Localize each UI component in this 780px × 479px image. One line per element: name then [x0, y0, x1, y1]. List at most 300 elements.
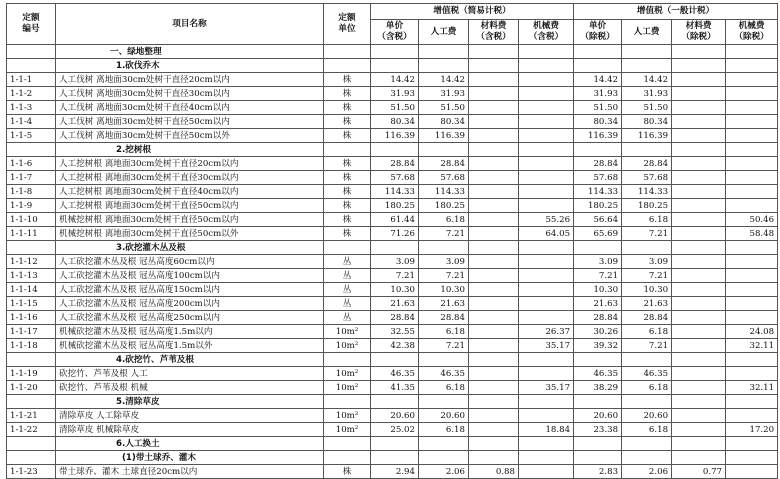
labor-general-cell: 6.18	[622, 213, 672, 227]
unit-price-incl-cell: 114.33	[371, 185, 419, 199]
section-title: 一、绿地整理	[56, 45, 324, 59]
unit-price-incl-cell: 57.68	[371, 171, 419, 185]
empty-cell	[672, 45, 726, 59]
quota-unit: 10m²	[324, 325, 371, 339]
quota-code: 1-1-17	[7, 325, 56, 339]
table-row	[7, 115, 778, 129]
header-labor-simple: 人工费	[419, 20, 469, 45]
item-name: 砍挖竹、芦苇及根 人工	[56, 367, 324, 381]
item-name: 机械砍挖灌木丛及根 冠丛高度1.5m以外	[56, 339, 324, 353]
machinery-incl-cell: 64.05	[519, 227, 574, 241]
empty-cell	[324, 241, 371, 255]
material-incl-cell	[469, 213, 519, 227]
material-excl-cell	[672, 325, 726, 339]
quota-unit: 10m²	[324, 423, 371, 437]
section-title: 2.挖树根	[56, 143, 324, 157]
material-excl-cell	[672, 381, 726, 395]
unit-price-excl-cell: 28.84	[574, 157, 622, 171]
table-row	[7, 171, 778, 185]
labor-simple-cell: 7.21	[419, 227, 469, 241]
table-row	[7, 255, 778, 269]
unit-price-excl-cell: 116.39	[574, 129, 622, 143]
section-title: 3.砍挖灌木丛及根	[56, 241, 324, 255]
material-incl-cell	[469, 171, 519, 185]
quota-unit: 10m²	[324, 339, 371, 353]
material-excl-cell	[672, 227, 726, 241]
table-row	[7, 409, 778, 423]
item-name: 人工挖树根 离地面30cm处树干直径30cm以内	[56, 171, 324, 185]
quota-price-table	[6, 3, 778, 479]
labor-general-cell: 20.60	[622, 409, 672, 423]
machinery-incl-cell: 35.17	[519, 339, 574, 353]
unit-price-incl-cell: 3.09	[371, 255, 419, 269]
labor-general-cell: 2.06	[622, 465, 672, 479]
quota-unit: 株	[324, 129, 371, 143]
material-incl-cell	[469, 227, 519, 241]
unit-price-incl-cell: 46.35	[371, 367, 419, 381]
quota-unit: 株	[324, 185, 371, 199]
labor-general-cell: 28.84	[622, 157, 672, 171]
material-excl-cell	[672, 367, 726, 381]
labor-general-cell: 6.18	[622, 381, 672, 395]
header-material-incl: 材料费 （含税）	[469, 20, 519, 45]
labor-general-cell: 14.42	[622, 73, 672, 87]
labor-general-cell: 180.25	[622, 199, 672, 213]
table-row	[7, 339, 778, 353]
quota-unit: 10m²	[324, 367, 371, 381]
table-row	[7, 87, 778, 101]
subsection-heading-row	[7, 59, 778, 73]
material-excl-cell	[672, 297, 726, 311]
header-machinery-incl: 机械费 （含税）	[519, 20, 574, 45]
empty-cell	[574, 353, 622, 367]
empty-cell	[469, 451, 519, 465]
quota-code: 1-1-6	[7, 157, 56, 171]
item-name: 带土球乔、灌木 土球直径20cm以内	[56, 465, 324, 479]
machinery-incl-cell: 55.26	[519, 213, 574, 227]
labor-simple-cell: 10.30	[419, 283, 469, 297]
empty-cell	[622, 241, 672, 255]
material-incl-cell	[469, 409, 519, 423]
item-name: 人工砍挖灌木丛及根 冠丛高度150cm以内	[56, 283, 324, 297]
quota-unit: 丛	[324, 311, 371, 325]
empty-cell	[519, 59, 574, 73]
machinery-incl-cell	[519, 73, 574, 87]
quota-code: 1-1-14	[7, 283, 56, 297]
subsection-heading-row	[7, 241, 778, 255]
table-row	[7, 465, 778, 479]
empty-cell	[574, 45, 622, 59]
labor-simple-cell: 6.18	[419, 423, 469, 437]
material-incl-cell	[469, 381, 519, 395]
material-excl-cell	[672, 283, 726, 297]
empty-cell	[519, 143, 574, 157]
machinery-incl-cell	[519, 297, 574, 311]
labor-general-cell: 51.50	[622, 101, 672, 115]
labor-general-cell: 7.21	[622, 339, 672, 353]
quota-code: 1-1-12	[7, 255, 56, 269]
empty-cell	[574, 437, 622, 451]
empty-cell	[419, 241, 469, 255]
empty-cell	[726, 143, 778, 157]
empty-cell	[519, 45, 574, 59]
section-title: (1)带土球乔、灌木	[56, 451, 324, 465]
unit-price-incl-cell: 14.42	[371, 73, 419, 87]
machinery-incl-cell	[519, 269, 574, 283]
unit-price-excl-cell: 38.29	[574, 381, 622, 395]
machinery-incl-cell: 18.84	[519, 423, 574, 437]
empty-cell	[672, 437, 726, 451]
labor-general-cell: 46.35	[622, 367, 672, 381]
table-row	[7, 367, 778, 381]
empty-cell	[7, 143, 56, 157]
quota-code: 1-1-22	[7, 423, 56, 437]
empty-cell	[419, 143, 469, 157]
labor-general-cell: 28.84	[622, 311, 672, 325]
empty-cell	[7, 353, 56, 367]
material-incl-cell: 0.88	[469, 465, 519, 479]
quota-unit: 株	[324, 87, 371, 101]
unit-price-excl-cell: 39.32	[574, 339, 622, 353]
table-row	[7, 283, 778, 297]
unit-price-incl-cell: 80.34	[371, 115, 419, 129]
empty-cell	[419, 59, 469, 73]
unit-price-incl-cell: 61.44	[371, 213, 419, 227]
labor-simple-cell: 7.21	[419, 339, 469, 353]
machinery-incl-cell	[519, 199, 574, 213]
quota-code: 1-1-3	[7, 101, 56, 115]
unit-price-incl-cell: 28.84	[371, 157, 419, 171]
empty-cell	[622, 143, 672, 157]
labor-general-cell: 114.33	[622, 185, 672, 199]
subsection-heading-row	[7, 143, 778, 157]
section-heading-row	[7, 45, 778, 59]
unit-price-excl-cell: 56.64	[574, 213, 622, 227]
item-name: 人工伐树 离地面30cm处树干直径50cm以外	[56, 129, 324, 143]
empty-cell	[519, 437, 574, 451]
item-name: 机械挖树根 离地面30cm处树干直径50cm以内	[56, 213, 324, 227]
empty-cell	[371, 395, 419, 409]
unit-price-incl-cell: 20.60	[371, 409, 419, 423]
item-name: 机械挖树根 离地面30cm处树干直径50cm以外	[56, 227, 324, 241]
empty-cell	[726, 395, 778, 409]
empty-cell	[622, 45, 672, 59]
quota-unit: 株	[324, 213, 371, 227]
empty-cell	[7, 437, 56, 451]
material-excl-cell	[672, 423, 726, 437]
empty-cell	[419, 45, 469, 59]
empty-cell	[419, 395, 469, 409]
item-name: 人工砍挖灌木丛及根 冠丛高度60cm以内	[56, 255, 324, 269]
empty-cell	[622, 437, 672, 451]
labor-simple-cell: 80.34	[419, 115, 469, 129]
labor-simple-cell: 6.18	[419, 213, 469, 227]
header-code: 定额 编号	[7, 4, 56, 45]
quota-code: 1-1-21	[7, 409, 56, 423]
unit-price-incl-cell: 116.39	[371, 129, 419, 143]
labor-general-cell: 116.39	[622, 129, 672, 143]
machinery-excl-cell	[726, 101, 778, 115]
material-incl-cell	[469, 311, 519, 325]
machinery-incl-cell	[519, 157, 574, 171]
unit-price-excl-cell: 65.69	[574, 227, 622, 241]
quota-unit: 株	[324, 199, 371, 213]
header-unit-price-excl: 单价 （除税）	[574, 20, 622, 45]
machinery-incl-cell	[519, 115, 574, 129]
subsection-heading-row	[7, 451, 778, 465]
quota-code: 1-1-9	[7, 199, 56, 213]
labor-general-cell: 6.18	[622, 325, 672, 339]
machinery-excl-cell	[726, 311, 778, 325]
quota-code: 1-1-1	[7, 73, 56, 87]
labor-simple-cell: 28.84	[419, 311, 469, 325]
unit-price-incl-cell: 41.35	[371, 381, 419, 395]
empty-cell	[469, 241, 519, 255]
section-title: 1.砍伐乔木	[56, 59, 324, 73]
table-row	[7, 157, 778, 171]
empty-cell	[519, 395, 574, 409]
subsection-heading-row	[7, 395, 778, 409]
labor-simple-cell: 180.25	[419, 199, 469, 213]
table-row	[7, 73, 778, 87]
quota-unit: 株	[324, 465, 371, 479]
material-excl-cell	[672, 171, 726, 185]
empty-cell	[7, 451, 56, 465]
unit-price-excl-cell: 114.33	[574, 185, 622, 199]
empty-cell	[519, 241, 574, 255]
table-header	[7, 4, 778, 45]
labor-simple-cell: 21.63	[419, 297, 469, 311]
machinery-incl-cell	[519, 311, 574, 325]
table-body	[7, 45, 778, 479]
labor-general-cell: 10.30	[622, 283, 672, 297]
material-incl-cell	[469, 87, 519, 101]
quota-unit: 10m²	[324, 409, 371, 423]
empty-cell	[672, 395, 726, 409]
machinery-incl-cell	[519, 171, 574, 185]
table-row	[7, 227, 778, 241]
header-material-excl: 材料费 （除税）	[672, 20, 726, 45]
empty-cell	[371, 451, 419, 465]
material-incl-cell	[469, 255, 519, 269]
labor-simple-cell: 51.50	[419, 101, 469, 115]
empty-cell	[726, 241, 778, 255]
table-row	[7, 185, 778, 199]
labor-simple-cell: 28.84	[419, 157, 469, 171]
empty-cell	[574, 143, 622, 157]
item-name: 机械砍挖灌木丛及根 冠丛高度1.5m以内	[56, 325, 324, 339]
material-excl-cell	[672, 255, 726, 269]
machinery-excl-cell	[726, 199, 778, 213]
section-title: 4.砍挖竹、芦苇及根	[56, 353, 324, 367]
unit-price-incl-cell: 51.50	[371, 101, 419, 115]
quota-unit: 丛	[324, 283, 371, 297]
machinery-incl-cell	[519, 409, 574, 423]
empty-cell	[7, 241, 56, 255]
labor-general-cell: 21.63	[622, 297, 672, 311]
material-excl-cell	[672, 339, 726, 353]
empty-cell	[371, 241, 419, 255]
empty-cell	[622, 59, 672, 73]
machinery-incl-cell	[519, 101, 574, 115]
labor-simple-cell: 31.93	[419, 87, 469, 101]
empty-cell	[469, 437, 519, 451]
empty-cell	[622, 395, 672, 409]
labor-simple-cell: 7.21	[419, 269, 469, 283]
quota-unit: 株	[324, 73, 371, 87]
machinery-excl-cell	[726, 129, 778, 143]
empty-cell	[672, 59, 726, 73]
machinery-incl-cell: 26.37	[519, 325, 574, 339]
empty-cell	[622, 451, 672, 465]
machinery-excl-cell: 17.20	[726, 423, 778, 437]
unit-price-excl-cell: 51.50	[574, 101, 622, 115]
empty-cell	[726, 437, 778, 451]
machinery-incl-cell	[519, 283, 574, 297]
empty-cell	[574, 241, 622, 255]
empty-cell	[324, 59, 371, 73]
item-name: 人工挖树根 离地面30cm处树干直径50cm以内	[56, 199, 324, 213]
subsection-heading-row	[7, 353, 778, 367]
material-incl-cell	[469, 367, 519, 381]
item-name: 砍挖竹、芦苇及根 机械	[56, 381, 324, 395]
quota-unit: 株	[324, 157, 371, 171]
unit-price-incl-cell: 71.26	[371, 227, 419, 241]
table-row	[7, 381, 778, 395]
item-name: 人工砍挖灌木丛及根 冠丛高度100cm以内	[56, 269, 324, 283]
unit-price-incl-cell: 25.02	[371, 423, 419, 437]
table-row	[7, 423, 778, 437]
material-incl-cell	[469, 269, 519, 283]
material-excl-cell	[672, 269, 726, 283]
empty-cell	[419, 353, 469, 367]
material-excl-cell: 0.77	[672, 465, 726, 479]
empty-cell	[574, 395, 622, 409]
unit-price-excl-cell: 180.25	[574, 199, 622, 213]
item-name: 人工砍挖灌木丛及根 冠丛高度250cm以内	[56, 311, 324, 325]
quota-code: 1-1-5	[7, 129, 56, 143]
machinery-excl-cell: 24.08	[726, 325, 778, 339]
item-name: 人工伐树 离地面30cm处树干直径30cm以内	[56, 87, 324, 101]
item-name: 人工砍挖灌木丛及根 冠丛高度200cm以内	[56, 297, 324, 311]
material-excl-cell	[672, 157, 726, 171]
labor-simple-cell: 116.39	[419, 129, 469, 143]
quota-unit: 株	[324, 227, 371, 241]
quota-unit: 株	[324, 115, 371, 129]
unit-price-incl-cell: 180.25	[371, 199, 419, 213]
empty-cell	[574, 59, 622, 73]
machinery-excl-cell	[726, 73, 778, 87]
machinery-excl-cell: 32.11	[726, 381, 778, 395]
labor-simple-cell: 46.35	[419, 367, 469, 381]
item-name: 人工挖树根 离地面30cm处树干直径20cm以内	[56, 157, 324, 171]
quota-unit: 10m²	[324, 381, 371, 395]
section-title: 5.清除草皮	[56, 395, 324, 409]
unit-price-incl-cell: 28.84	[371, 311, 419, 325]
unit-price-excl-cell: 46.35	[574, 367, 622, 381]
quota-code: 1-1-16	[7, 311, 56, 325]
quota-code: 1-1-11	[7, 227, 56, 241]
empty-cell	[371, 353, 419, 367]
machinery-excl-cell	[726, 255, 778, 269]
empty-cell	[469, 143, 519, 157]
material-excl-cell	[672, 311, 726, 325]
header-group-simple-tax: 增值税（简易计税）	[371, 4, 574, 20]
material-incl-cell	[469, 283, 519, 297]
empty-cell	[469, 353, 519, 367]
empty-cell	[726, 59, 778, 73]
machinery-excl-cell	[726, 367, 778, 381]
labor-simple-cell: 14.42	[419, 73, 469, 87]
empty-cell	[574, 451, 622, 465]
quota-unit: 丛	[324, 297, 371, 311]
subsection-heading-row	[7, 437, 778, 451]
unit-price-excl-cell: 3.09	[574, 255, 622, 269]
material-excl-cell	[672, 199, 726, 213]
unit-price-incl-cell: 42.38	[371, 339, 419, 353]
machinery-incl-cell	[519, 255, 574, 269]
quota-unit: 丛	[324, 255, 371, 269]
empty-cell	[371, 45, 419, 59]
material-excl-cell	[672, 213, 726, 227]
labor-simple-cell: 114.33	[419, 185, 469, 199]
machinery-incl-cell	[519, 129, 574, 143]
material-incl-cell	[469, 423, 519, 437]
unit-price-incl-cell: 31.93	[371, 87, 419, 101]
header-unit: 定额 单位	[324, 4, 371, 45]
header-group-general-tax: 增值税（一般计税）	[574, 4, 778, 20]
machinery-excl-cell	[726, 115, 778, 129]
machinery-excl-cell: 58.48	[726, 227, 778, 241]
machinery-incl-cell	[519, 367, 574, 381]
empty-cell	[7, 45, 56, 59]
quota-code: 1-1-23	[7, 465, 56, 479]
table-row	[7, 269, 778, 283]
empty-cell	[469, 45, 519, 59]
empty-cell	[324, 451, 371, 465]
machinery-excl-cell	[726, 465, 778, 479]
empty-cell	[672, 451, 726, 465]
header-item-name: 项目名称	[56, 4, 324, 45]
item-name: 清除草皮 人工除草皮	[56, 409, 324, 423]
unit-price-excl-cell: 7.21	[574, 269, 622, 283]
item-name: 人工伐树 离地面30cm处树干直径40cm以内	[56, 101, 324, 115]
unit-price-excl-cell: 30.26	[574, 325, 622, 339]
labor-general-cell: 31.93	[622, 87, 672, 101]
empty-cell	[726, 451, 778, 465]
table-row	[7, 101, 778, 115]
machinery-excl-cell	[726, 171, 778, 185]
unit-price-excl-cell: 14.42	[574, 73, 622, 87]
unit-price-incl-cell: 32.55	[371, 325, 419, 339]
material-incl-cell	[469, 101, 519, 115]
unit-price-incl-cell: 10.30	[371, 283, 419, 297]
empty-cell	[324, 45, 371, 59]
material-incl-cell	[469, 115, 519, 129]
table-row	[7, 297, 778, 311]
header-unit-price-incl: 单价 （含税）	[371, 20, 419, 45]
item-name: 人工伐树 离地面30cm处树干直径50cm以内	[56, 115, 324, 129]
labor-simple-cell: 6.18	[419, 381, 469, 395]
empty-cell	[7, 59, 56, 73]
labor-simple-cell: 20.60	[419, 409, 469, 423]
labor-simple-cell: 6.18	[419, 325, 469, 339]
labor-simple-cell: 2.06	[419, 465, 469, 479]
machinery-excl-cell: 32.11	[726, 339, 778, 353]
table-row	[7, 311, 778, 325]
quota-code: 1-1-4	[7, 115, 56, 129]
machinery-incl-cell	[519, 87, 574, 101]
